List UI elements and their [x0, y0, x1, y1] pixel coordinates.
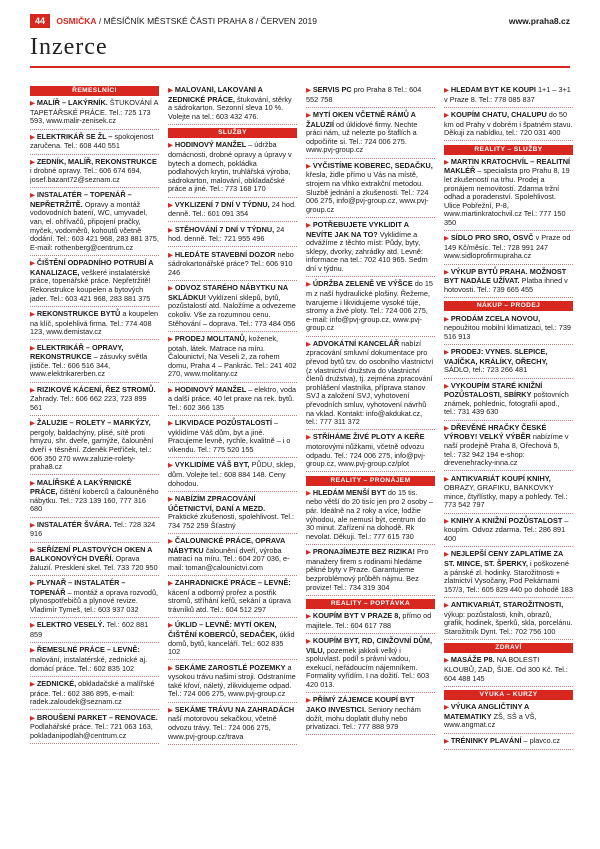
ad-body: do 15 m z naší hydraulické plošiny. Řežeme, tvarujeme i likvidujeme vysoké túje, stromy a živé ploty. Tel.: 724 006 275, e-mail: info@pvj-group.cz, www.pvj-group.cz: [306, 279, 433, 333]
ad-body: spokojenost zaručena. Tel.: 608 440 551: [30, 131, 154, 151]
ad-body: výkup: pozůstalosti, knih, obrazů, grafik, hodinek, šperků, skla, porcelánu. Starožitník Dynt. Tel.: 702 756 100: [444, 609, 573, 636]
bullet-arrow-icon: ▶: [168, 201, 175, 209]
classified-ad: [444, 111, 573, 141]
classified-ad: [444, 158, 573, 231]
ad-headline: INSTALATÉR – TOPENÁŘ – NEPŘETRŽITĚ.: [30, 190, 132, 209]
ad-body: naší motorovou sekačkou, včetně odvozu trávy. Tel.: 724 006 275, www.pvj-group.cz/trava: [168, 714, 277, 741]
bullet-arrow-icon: ▶: [168, 622, 175, 630]
classified-ad: [30, 680, 159, 710]
magazine-subtitle: / MĚSÍČNÍK MĚSTSKÉ ČÁSTI PRAHA 8 / ČERVEN 2019: [98, 16, 317, 26]
bullet-arrow-icon: ▶: [444, 602, 451, 610]
ad-headline: VYKLIDÍME VÁŠ BYT,: [174, 460, 250, 470]
classified-ad: [444, 86, 573, 108]
classified-ad: [444, 348, 573, 378]
classified-ad: [30, 419, 159, 475]
classified-ad: [306, 111, 435, 159]
ad-body: PŮDU, sklep, dům. Volejte tel.: 608 884 148. Ceny dohodou.: [168, 460, 296, 488]
classified-ad: [444, 268, 573, 298]
ad-body: SÁDLO, tel.: 723 266 481: [444, 365, 528, 375]
bullet-arrow-icon: ▶: [306, 111, 313, 119]
ad-body: OBRAZY, GRAFIKU, BANKOVKY mince, čtyřlístky, mapy a pohledy. Tel.: 773 542 797: [444, 483, 568, 510]
page-header: [30, 14, 570, 28]
ad-body: – vyklidíme Váš dům, byt a jiné. Pracujeme levně, rychle, kvalitně – i o víkendu. Tel.: 775 520 155: [168, 418, 291, 455]
magazine-brand: OSMIČKA: [56, 16, 97, 26]
ad-headline: VYČISTÍME KOBEREC, SEDAČKU,: [312, 160, 433, 170]
ad-body: i poškozené a pánské zl. hodinky. Starožitnosti + zlatnictví Vysočany, Pod Pekárnami 157/3, Tel.: 605 829 440 po dohodě 183: [444, 558, 573, 594]
bullet-arrow-icon: ▶: [306, 87, 313, 94]
classified-ad: [168, 141, 297, 197]
ad-headline: HODINOVÝ MANŽEL: [174, 140, 247, 150]
bullet-arrow-icon: ▶: [30, 580, 37, 588]
ad-body: od úklidové firmy. Nechte práci nám, už nelezte po štaflích a odpočiňte si. Tel.: 724 006 275. www.pvj-group.cz: [306, 119, 418, 155]
ad-headline: ZEDNICKÉ,: [36, 678, 77, 688]
bullet-arrow-icon: ▶: [30, 192, 37, 200]
ad-headline: NEJLEPŠÍ CENY ZAPLATÍME ZA ST. MINCE, ST. ŠPERKY,: [444, 549, 563, 568]
ad-headline: NABÍZÍM ZPRACOVÁNÍ ÚČETNICTVÍ, DANÍ A MEZD.: [168, 493, 266, 513]
ad-headline: LIKVIDACE POZŮSTALOSTÍ: [174, 418, 272, 428]
ad-body: kácení a odborný prořez a postřik stromů, stříhání keřů, sekání a úprava trávníků atd. Tel.: 604 512 297: [168, 587, 291, 615]
classified-ad: [30, 99, 159, 129]
ad-body: Seniory nechám dožít, mohu doplatit dluhy nebo privatizaci. Tel.: 777 888 979: [306, 705, 421, 732]
ad-body: motorovými nůžkami, včetně odvozu odpadu. Tel.: 724 006 275, info@pvj-group.cz, www.pvj-group.cz/plot: [306, 442, 426, 469]
ad-headline: SERVIS PC: [312, 86, 352, 94]
classified-ad: [168, 226, 297, 248]
ad-body: 1+1 – 3+1 v Praze 8. Tel.: 778 085 837: [444, 86, 571, 104]
ad-headline: HLEDÁM MENŠÍ BYT: [312, 487, 386, 497]
section-header: VÝUKA – KURZY: [444, 690, 573, 700]
classified-ad: [30, 579, 159, 618]
section-header: NÁKUP – PRODEJ: [444, 301, 573, 311]
ad-headline: ODVOZ STARÉHO NÁBYTKU NA SKLÁDKU!: [168, 283, 288, 302]
bullet-arrow-icon: ▶: [30, 100, 37, 108]
classified-ad: [30, 479, 159, 518]
classified-ad: [168, 86, 297, 125]
ad-body: přímo od majitele. Tel.: 604 617 788: [306, 611, 432, 630]
classified-ad: [306, 696, 435, 735]
ad-body: a vysokou trávu našimi stroji. Odstraníme také křoví, náletý, zlikvidujeme odpad. Tel.: 724 006 275, www.pvj-group.cz: [168, 662, 296, 699]
ad-body: – specialista pro Prahu 8, 19 let zkušeností na trhu. Prodej a pronájem nemovitostí. Zdarma tržní odhad a poradenství. Spolehlivost. Ulice Pobřežní, P-8, www.martinkratochvil.cz Tel.: 777 150 350: [444, 166, 570, 227]
classified-ad: [30, 621, 159, 643]
classified-ad: [306, 489, 435, 545]
ad-body: malování, instalatérské, zednické aj. domácí práce. Tel.: 602 835 102: [30, 655, 148, 673]
bullet-arrow-icon: ▶: [168, 495, 175, 503]
classified-ad: [30, 521, 159, 543]
ad-headline: KOUPÍM CHATU, CHALUPU: [450, 109, 547, 119]
bullet-arrow-icon: ▶: [168, 580, 175, 588]
classified-ad: [444, 703, 573, 733]
classified-ad: [168, 201, 297, 223]
bullet-arrow-icon: ▶: [168, 664, 175, 672]
ad-body: do 15 tis. nebo větší do 20 tisíc jen pro 2 osoby – pár. Ideálně na 2 roky a více, lodžie výhodou, ale nemusí být, centrum do 30 minut. Zařízení na dohodě. Rk nevolat. Děkuji. Tel.: 777 615 730: [306, 487, 433, 541]
bullet-arrow-icon: ▶: [168, 462, 175, 470]
ad-headline: DŘEVĚNÉ HRAČKY ČESKÉ VÝROBY! VELKÝ VÝBĚR: [444, 422, 547, 442]
ad-headline: KNIHY A KNIŽNÍ POZŮSTALOST: [450, 515, 563, 525]
ad-headline: RIZIKOVÉ KÁCENÍ, ŘEZ STROMŮ.: [36, 384, 156, 394]
bullet-arrow-icon: ▶: [168, 386, 175, 394]
ad-headline: VÝKUP BYTŮ PRAHA. MOŽNOST BYT NADÁLE UŽÍVAT.: [444, 266, 567, 286]
ad-headline: ELEKTRIKÁŘ SE ŽL –: [36, 131, 113, 141]
ad-body: úklid domů, bytů, kanceláří. Tel.: 602 835 102: [168, 630, 295, 657]
ad-headline: ŽALUZIE – ROLETY – MARKÝZY,: [36, 418, 151, 428]
classified-ad: [444, 737, 573, 750]
ad-headline: ADVOKÁTNÍ KANCELÁŘ: [312, 338, 400, 348]
bullet-arrow-icon: ▶: [30, 714, 37, 722]
ad-headline: PRODEJ MOLITANŮ,: [174, 333, 247, 343]
bullet-arrow-icon: ▶: [306, 281, 313, 289]
bullet-arrow-icon: ▶: [30, 546, 37, 554]
page-number: 44: [30, 14, 50, 28]
ad-body: Zahrady. Tel.: 606 662 223, 723 899 561: [30, 394, 147, 412]
ad-headline: PRONAJÍMEJTE BEZ RIZIKA!: [312, 547, 415, 557]
ad-headline: VYKLIZENÍ 7 DNÍ V TÝDNU,: [174, 199, 270, 209]
ad-body: – elektro, voda a další práce. 40 let praxe na rek. bytů. Tel.: 602 366 135: [168, 384, 297, 412]
classified-ad: [306, 340, 435, 431]
site-link[interactable]: www.praha8.cz: [508, 16, 570, 26]
ad-headline: TRÉNINKY PLAVÁNÍ: [450, 735, 522, 745]
bullet-arrow-icon: ▶: [168, 251, 175, 259]
ad-headline: INSTALATÉR ŠVÁRA.: [36, 519, 112, 529]
bullet-arrow-icon: ▶: [306, 489, 313, 497]
ad-headline: SEKÁME ZAROSTLÉ POZEMKY: [174, 662, 286, 672]
ad-body: – koupím. Odvoz zdarma. Tel.: 286 891 400: [444, 515, 569, 543]
ad-body: v Praze od 149 Kč/měsíc. Tel.: 728 991 247 www.sidloprofirmupraha.cz: [444, 233, 571, 261]
bullet-arrow-icon: ▶: [30, 622, 37, 630]
bullet-arrow-icon: ▶: [306, 549, 313, 557]
classified-ad: [306, 280, 435, 336]
bullet-arrow-icon: ▶: [30, 680, 37, 688]
classified-ad: [168, 251, 297, 281]
bullet-arrow-icon: ▶: [444, 87, 451, 94]
column-1: [30, 86, 159, 838]
ad-headline: MALOVÁNÍ, LAKOVÁNÍ A ZEDNICKÉ PRÁCE,: [168, 86, 263, 104]
bullet-arrow-icon: ▶: [444, 235, 451, 243]
ad-body: ŠTUKOVÁNÍ A TAPETÁŘSKÉ PRÁCE. Tel.: 725 173 593, www.malir-zenisek.cz: [30, 98, 159, 126]
ad-headline: ELEKTRO VESELÝ.: [36, 620, 105, 630]
ad-body: Tel.: 728 324 916: [30, 519, 156, 539]
bullet-arrow-icon: ▶: [168, 142, 175, 150]
section-header: ZDRAVÍ: [444, 643, 573, 653]
ad-headline: SEKÁME TRÁVU NA ZAHRADÁCH: [174, 704, 295, 714]
bullet-arrow-icon: ▶: [306, 162, 313, 170]
classified-ad: [444, 550, 573, 598]
ad-body: čištění koberců a čalouněného nábytku. Tel.: 723 139 160, 777 316 680: [30, 487, 159, 514]
ad-body: – údržba domácnosti, drobné opravy a úpravy v bytech a domech, pokládka podlahových krytin, truhlářská výroba, sádrokarton, malování, obkladačské práce a jiné. Tel.: 773 168 170: [168, 140, 292, 194]
ad-body: Pro manažery firem s rodinami hledáme pěkné byty v Praze. Garantujeme bezproblémový průběh nájmu. Bez provize! Tel.: 734 319 304: [306, 547, 429, 592]
classified-ad: [444, 601, 573, 640]
classified-ad: [306, 548, 435, 596]
bullet-arrow-icon: ▶: [444, 475, 451, 483]
ad-body: i drobné opravy. Tel.: 606 674 694, josef.bazant72@seznam.cz: [30, 166, 142, 184]
bullet-arrow-icon: ▶: [306, 434, 313, 442]
ad-headline: MALÍŘ – LAKÝRNÍK.: [36, 98, 108, 108]
ad-body: Platba ihned v hotovosti. Tel.: 739 665 455: [444, 276, 568, 294]
ad-body: nabízí zpracování smluvní dokumentace pro převod bytů tzv. do osobního vlastnictví (z vlastnictví družstva do vlastnictví členů družstva), tj. zejména zpracování prohlášení vlastníka, příprava stanov SVJ a založení SVJ, vyhotovení převodních smluv, vyhotovení návrhů na vklad. Kontakt: info@akdukat.cz, tel.: 777 311 372: [306, 338, 434, 427]
ad-body: Opravy a montáž vodovodních baterií, WC, umyvadel, van, el. ohřívačů, připojení pračky, myček, vodoměrů, kohoutů včetně dodání. Tel.: 603 421 968, 283 881 375, E-mail: rothenberg@centrum.cz: [30, 199, 159, 252]
ad-headline: ČALOUNICKÉ PRÁCE, OPRAVA NÁBYTKU: [168, 536, 285, 555]
ad-body: nebo sádrokartonářské práce? Tel.: 606 910 246: [168, 249, 294, 277]
ad-headline: PRODEJ: VYNES. SLEPICE, VAJÍČKA, KRÁLÍKY, OŘECHY,: [444, 347, 548, 366]
ad-body: 24 hod. denně. Tel.: 721 955 496: [168, 224, 285, 244]
classified-ad: [306, 221, 435, 277]
ad-headline: BROUŠENÍ PARKET – RENOVACE.: [36, 712, 158, 722]
ad-body: čalounění dveří, výroba matrací na míru. Tel.: 604 207 036, e-mail: toman@calounictvi.com: [168, 545, 290, 572]
ad-body: 24 hod. denně. Tel.: 601 091 354: [168, 199, 297, 219]
ad-headline: ÚKLID – LEVNĚ: MYTÍ OKEN, ČIŠTĚNÍ KOBERCŮ, SEDAČEK,: [168, 620, 278, 640]
bullet-arrow-icon: ▶: [168, 226, 175, 234]
bullet-arrow-icon: ▶: [444, 111, 451, 119]
bullet-arrow-icon: ▶: [444, 517, 451, 525]
bullet-arrow-icon: ▶: [30, 158, 37, 166]
bullet-arrow-icon: ▶: [444, 382, 451, 390]
ad-headline: SEŘÍZENÍ PLASTOVÝCH OKEN A BALKONOVÝCH DVEŘÍ.: [30, 544, 153, 564]
bullet-arrow-icon: ▶: [30, 344, 37, 352]
classified-ad: [306, 612, 435, 634]
ad-body: – montáž a oprava rozvodů, plynospotřebičů a plynové revize. Vladimír Tymeš, tel.: 603 937 032: [30, 587, 159, 615]
bullet-arrow-icon: ▶: [444, 704, 451, 712]
ad-body: poštovních známek, pohlednic, fotografií apod., tel.: 731 439 630: [444, 390, 569, 417]
page-title: Inzerce: [30, 34, 108, 60]
bullet-arrow-icon: ▶: [444, 315, 451, 323]
ad-body: pozemek jakkoli velký i spoluvlast. podíl s právní vadou, exekucí, neřádoucím nájemníkem. Formality vyřídím. I na dožití. Tel.: 603 420 013.: [306, 645, 430, 690]
ad-headline: HLEDÁTE STAVEBNÍ DOZOR: [174, 249, 276, 259]
bullet-arrow-icon: ▶: [306, 222, 313, 230]
classified-ad: [30, 310, 159, 340]
bullet-arrow-icon: ▶: [30, 133, 37, 141]
ad-body: ZŠ, SŠ a VŠ, www.angmat.cz: [444, 711, 537, 730]
bullet-arrow-icon: ▶: [306, 613, 313, 621]
bullet-arrow-icon: ▶: [168, 538, 175, 546]
ad-headline: STĚHOVÁNÍ 7 DNÍ V TÝDNU,: [174, 224, 275, 234]
classified-ad: [30, 714, 159, 744]
classified-ad: [306, 86, 435, 108]
ad-headline: ANTIKVARIÁT, STAROŽITNOSTI,: [450, 600, 564, 610]
ad-body: Oprava žaluzií. Preskleni skel. Tel. 733 720 950: [30, 554, 158, 572]
ad-body: NA BOLESTI KLOUBŮ, ZAD, ŠIJE. Od 300 Kč. Tel.: 604 488 145: [444, 655, 568, 683]
classified-ad: [30, 344, 159, 383]
ad-headline: STŘÍHÁME ŽIVÉ PLOTY A KEŘE: [312, 432, 425, 442]
classifieds-columns: [30, 86, 573, 838]
ad-body: Vyklízení sklepů, bytů, pozůstalostí atd. Naložíme a odvezeme cokoliv. Vše za rozumnou cenu. Stěhování – doprava. Tel.: 773 484 056: [168, 292, 296, 328]
bullet-arrow-icon: ▶: [30, 647, 37, 655]
classified-ad: [30, 546, 159, 576]
ad-headline: MASÁŽE P8.: [450, 655, 495, 665]
classified-ad: [168, 495, 297, 534]
ad-headline: REKONSTRUKCE BYTŮ: [36, 308, 121, 318]
classified-ad: [306, 433, 435, 472]
bullet-arrow-icon: ▶: [168, 420, 175, 428]
ad-body: – zásuvky světla jističe. Tel.: 606 516 344, www.elektrikarerben.cz: [30, 352, 148, 379]
classified-ad: [30, 191, 159, 256]
bullet-arrow-icon: ▶: [444, 349, 451, 357]
bullet-arrow-icon: ▶: [30, 260, 37, 268]
ad-headline: HLEDÁM BYT KE KOUPI: [450, 86, 536, 94]
bullet-arrow-icon: ▶: [30, 386, 37, 394]
section-header: ŘEMESLNÍCI: [30, 86, 159, 96]
classified-ad: [30, 386, 159, 416]
ad-headline: ANTIKVARIÁT KOUPÍ KNIHY,: [450, 473, 551, 483]
classified-ad: [444, 315, 573, 345]
bullet-arrow-icon: ▶: [444, 737, 451, 745]
ad-headline: VÝUKA ANGLIČTINY A MATEMATIKY: [444, 702, 530, 721]
bullet-arrow-icon: ▶: [444, 268, 451, 276]
ad-body: koženek, potah. látek. Matrace na míru. Čalounictví, Na Veseli 2, za rohem domu, Praha 4 – Pankrác. Tel.: 241 402 270, www.molitany.cz: [168, 333, 297, 379]
bullet-arrow-icon: ▶: [168, 87, 175, 94]
section-header: REALITY – PRONÁJEM: [306, 476, 435, 486]
column-3: [306, 86, 435, 838]
classified-ad: [168, 664, 297, 703]
ad-body: Vyklidíme a odvážíme z těchto míst: Půdy, byty, sklepy, dvorky, zahrádky atd. Levně: informace na tel.: 702 410 965. Sedm dní v týdnu.: [306, 229, 428, 274]
column-2: [168, 86, 297, 838]
ad-body: obkladačské a malířské práce. Tel.: 602 386 895, e-mail: radek.zaloudek@seznam.cz: [30, 678, 155, 707]
section-header: REALITY – POPTÁVKA: [306, 599, 435, 609]
classified-ad: [168, 621, 297, 660]
classified-ad: [444, 424, 573, 472]
bullet-arrow-icon: ▶: [444, 551, 451, 559]
section-header: REALITY – SLUŽBY: [444, 145, 573, 155]
classified-ad: [30, 259, 159, 307]
ad-body: do 50 km od Prahy v dobrém i špatném stavu. Děkuji za nabídku, tel.: 720 031 400: [444, 109, 573, 138]
ad-body: a koupelen na klíč, spolehlivá firma. Tel.: 774 408 123, www.demistav.cz: [30, 308, 159, 337]
ad-headline: POTŘEBUJETE VYKLIDIT A NEVÍTE JAK NA TO?: [306, 220, 409, 239]
ad-body: Praktické zkušenosti, spolehlivost. Tel.: 734 752 259 Šťastný: [168, 512, 294, 530]
classified-ad: [168, 537, 297, 576]
classified-ad: [168, 284, 297, 332]
ad-headline: MARTIN KRATOCHVÍL – REALITNÍ MAKLÉŘ: [444, 156, 570, 176]
ad-body: křesla, židle přímo u Vás na místě, strojem na vlhko extrakční metodou. Sluzbě jednání a zkušenosti. Tel.: 724 006 275, info@pvj-group.cz, www.pvj-group.cz: [306, 170, 429, 214]
classified-ad: [444, 517, 573, 547]
ad-headline: ELEKTRIKÁŘ – OPRAVY, REKONSTRUKCE: [30, 342, 124, 362]
bullet-arrow-icon: ▶: [168, 285, 175, 293]
classified-ad: [444, 475, 573, 514]
ad-headline: KOUPÍM BYT V PRAZE 8,: [312, 611, 401, 621]
ad-headline: ČIŠTĚNÍ ODPADNÍHO POTRUBÍ A KANALIZACE,: [30, 258, 154, 277]
ad-body: – plavco.cz: [523, 735, 561, 745]
ad-headline: PLYNAŘ – INSTALATÉR – TOPENÁŘ: [30, 578, 126, 597]
classified-ad: [30, 646, 159, 676]
classified-ad: [168, 419, 297, 458]
classified-ad: [30, 158, 159, 188]
classified-ad: [306, 162, 435, 218]
ad-body: veškeré instalatérské práce, topenářské práce. Nepřetržitě! Rekonstrukce koupelen a bytových jader. Tel.: 603 421 968, 283 881 375: [30, 267, 151, 303]
classified-ad: [168, 579, 297, 618]
classified-ad: [168, 461, 297, 491]
section-header: SLUŽBY: [168, 128, 297, 138]
bullet-arrow-icon: ▶: [30, 521, 37, 529]
ad-headline: ÚDRŽBA ZELENĚ VE VÝŠCE: [312, 279, 413, 289]
classified-ad: [30, 133, 159, 155]
classified-ad: [444, 382, 573, 421]
bullet-arrow-icon: ▶: [30, 479, 37, 487]
bullet-arrow-icon: ▶: [444, 657, 451, 665]
title-divider: [30, 66, 570, 68]
ad-body: Tel.: 602 881 859: [30, 620, 149, 640]
classified-ad: [168, 706, 297, 745]
ad-headline: PRODÁM ZCELA NOVOU,: [450, 313, 541, 323]
ad-body: Podlahářské práce. Tel.: 721 063 163, pokladanipodlah@centrum.cz: [30, 722, 153, 740]
bullet-arrow-icon: ▶: [168, 706, 175, 714]
bullet-arrow-icon: ▶: [30, 310, 37, 318]
bullet-arrow-icon: ▶: [168, 335, 175, 343]
ad-headline: ZEDNÍK, MALÍŘ, REKONSTRUKCE: [36, 156, 157, 166]
ad-body: pro Praha 8 Tel.: 604 552 758: [306, 86, 422, 104]
ad-headline: MYTÍ OKEN VČETNĚ RÁMŮ A ŽALUZIÍ: [306, 109, 416, 129]
column-4: [444, 86, 573, 838]
bullet-arrow-icon: ▶: [30, 420, 37, 428]
ad-headline: ŘEMESLNÉ PRÁCE – LEVNĚ:: [36, 645, 140, 655]
classified-ad: [306, 637, 435, 693]
ad-headline: SÍDLO PRO SRO, OSVČ: [450, 233, 534, 243]
ad-headline: ZAHRADNICKÉ PRÁCE – LEVNĚ:: [174, 578, 291, 588]
bullet-arrow-icon: ▶: [306, 638, 313, 646]
bullet-arrow-icon: ▶: [306, 697, 313, 705]
ad-body: nepoužitou mobilní klimatizaci, tel.: 739 516 913: [444, 323, 571, 341]
ad-headline: KOUPÍM BYT, RD, CINŽOVNÍ DŮM, VILU,: [306, 636, 432, 655]
ad-headline: VYKOUPÍM STARÉ KNIŽNÍ POZŮSTALOSTI, SBÍRKY: [444, 380, 543, 400]
ad-headline: MALÍŘSKÉ A LAKÝRNICKÉ PRÁCE,: [30, 477, 132, 497]
ad-body: pergoly, baldachýny, plisé, sítě proti hmyzu, shr. dveře, garnýže, čalounění dveří + těsnění. Zdeněk Petříček, tel.: 606 350 270 www.zaluzie-rolety-praha8.cz: [30, 427, 154, 472]
classified-ad: [444, 234, 573, 264]
ad-body: štukování, stěrky a sádrokarton. Sezonní sleva 10 %. Volejte na tel.: 603 432 476.: [168, 94, 292, 121]
ad-body: nabízíme v naší prodejně Praha 8, Ořechová 5, tel.: 732 942 194 e-shop: drevenehracky-inna.cz: [444, 432, 569, 468]
classified-ad: [168, 386, 297, 416]
bullet-arrow-icon: ▶: [444, 424, 451, 432]
classified-ad: [168, 335, 297, 383]
classified-ad: [444, 656, 573, 686]
ad-headline: HODINOVÝ MANŽEL: [174, 384, 247, 394]
bullet-arrow-icon: ▶: [444, 158, 451, 166]
ad-headline: PŘÍMÝ ZÁJEMCE KOUPÍ BYT JAKO INVESTICI.: [306, 695, 415, 714]
bullet-arrow-icon: ▶: [306, 340, 313, 348]
